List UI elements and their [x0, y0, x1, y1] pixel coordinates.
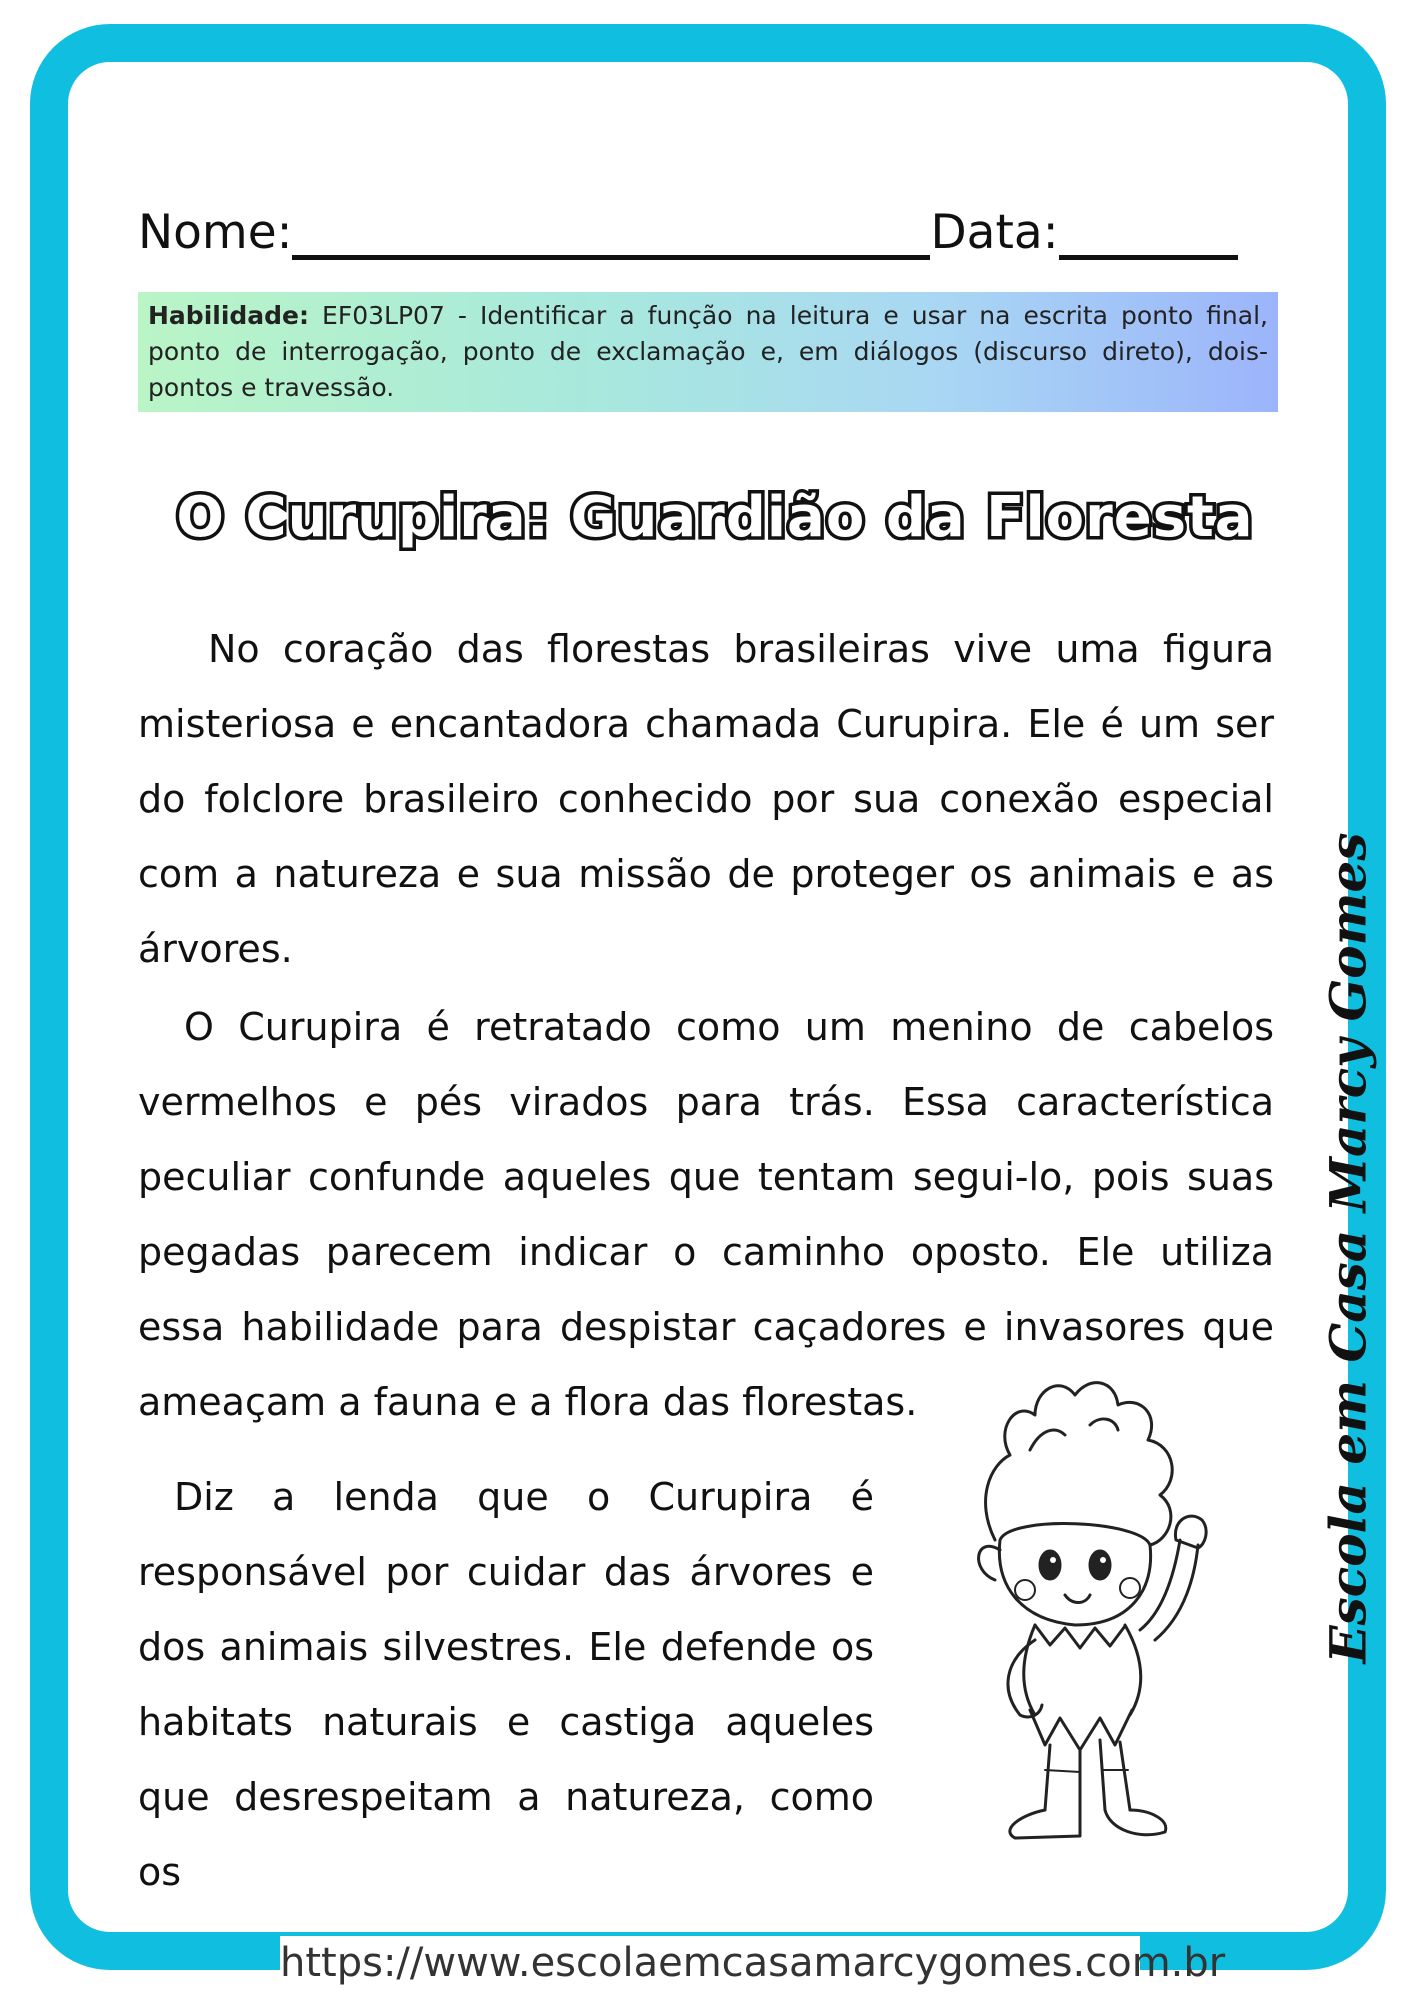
paragraph-2-text: O Curupira é retratado como um menino de cabelos vermelhos e pés virados para trás. Essa característica peculiar confunde aqueles que tentam segui-lo, pois suas pegadas parecem indicar o caminho oposto. Ele utiliza essa habilidade para despistar caçadores e invasores que ameaçam a fauna e a flora das florestas. — [138, 1005, 1274, 1424]
paragraph-3-text: Diz a lenda que o Curupira é responsável por cuidar das árvores e dos animais silvestres. Ele defende os habitats naturais e castiga aqueles que desrespeitam a natureza, como os — [138, 1475, 874, 1894]
curupira-illustration — [940, 1370, 1240, 1850]
raised-arm — [1140, 1540, 1198, 1640]
page-title-text: O Curupira: Guardião da Floresta — [176, 485, 1254, 550]
paragraph-1 — [138, 612, 1274, 987]
date-field[interactable] — [1059, 203, 1238, 260]
torso — [1024, 1625, 1141, 1715]
skill-label: Habilidade: — [148, 301, 310, 330]
right-eye — [1090, 1551, 1110, 1579]
skill-box — [138, 292, 1278, 412]
name-field[interactable] — [292, 203, 930, 260]
left-eye — [1040, 1551, 1060, 1579]
face-outline — [999, 1524, 1150, 1625]
leaf-skirt — [1030, 1710, 1132, 1750]
skill-text: EF03LP07 - Identificar a função na leitura e usar na escrita ponto final, ponto de interrogação, ponto de exclamação e, em diálogos (discurso direto), dois-pontos e travessão. — [148, 301, 1268, 402]
paragraph-1-text: No coração das florestas brasileiras vive uma figura misteriosa e encantadora chamada Curupira. Ele é um ser do folclore brasileiro conhecido por sua conexão especial com a natureza e sua missão de proteger os animais e as árvores. — [138, 627, 1274, 971]
paragraph-3 — [138, 1460, 874, 1910]
leaf-collar — [1035, 1625, 1125, 1648]
left-cheek — [1015, 1580, 1035, 1600]
footer-url[interactable]: https://www.escolaemcasamarcygomes.com.br — [280, 1936, 1140, 1990]
date-label: Data: — [930, 205, 1059, 260]
smile — [1065, 1595, 1090, 1603]
page-title — [150, 478, 1280, 558]
side-brand-text: Escola em Casa Marcy Gomes — [1318, 832, 1378, 1664]
ear — [979, 1546, 1000, 1580]
name-label: Nome: — [138, 205, 293, 260]
legs — [1045, 1740, 1130, 1810]
right-cheek — [1120, 1578, 1140, 1598]
name-date-row — [138, 190, 1238, 260]
hair-detail — [1030, 1419, 1118, 1450]
hair-outline — [986, 1383, 1173, 1545]
left-foot — [1010, 1810, 1080, 1838]
right-foot — [1105, 1810, 1166, 1835]
